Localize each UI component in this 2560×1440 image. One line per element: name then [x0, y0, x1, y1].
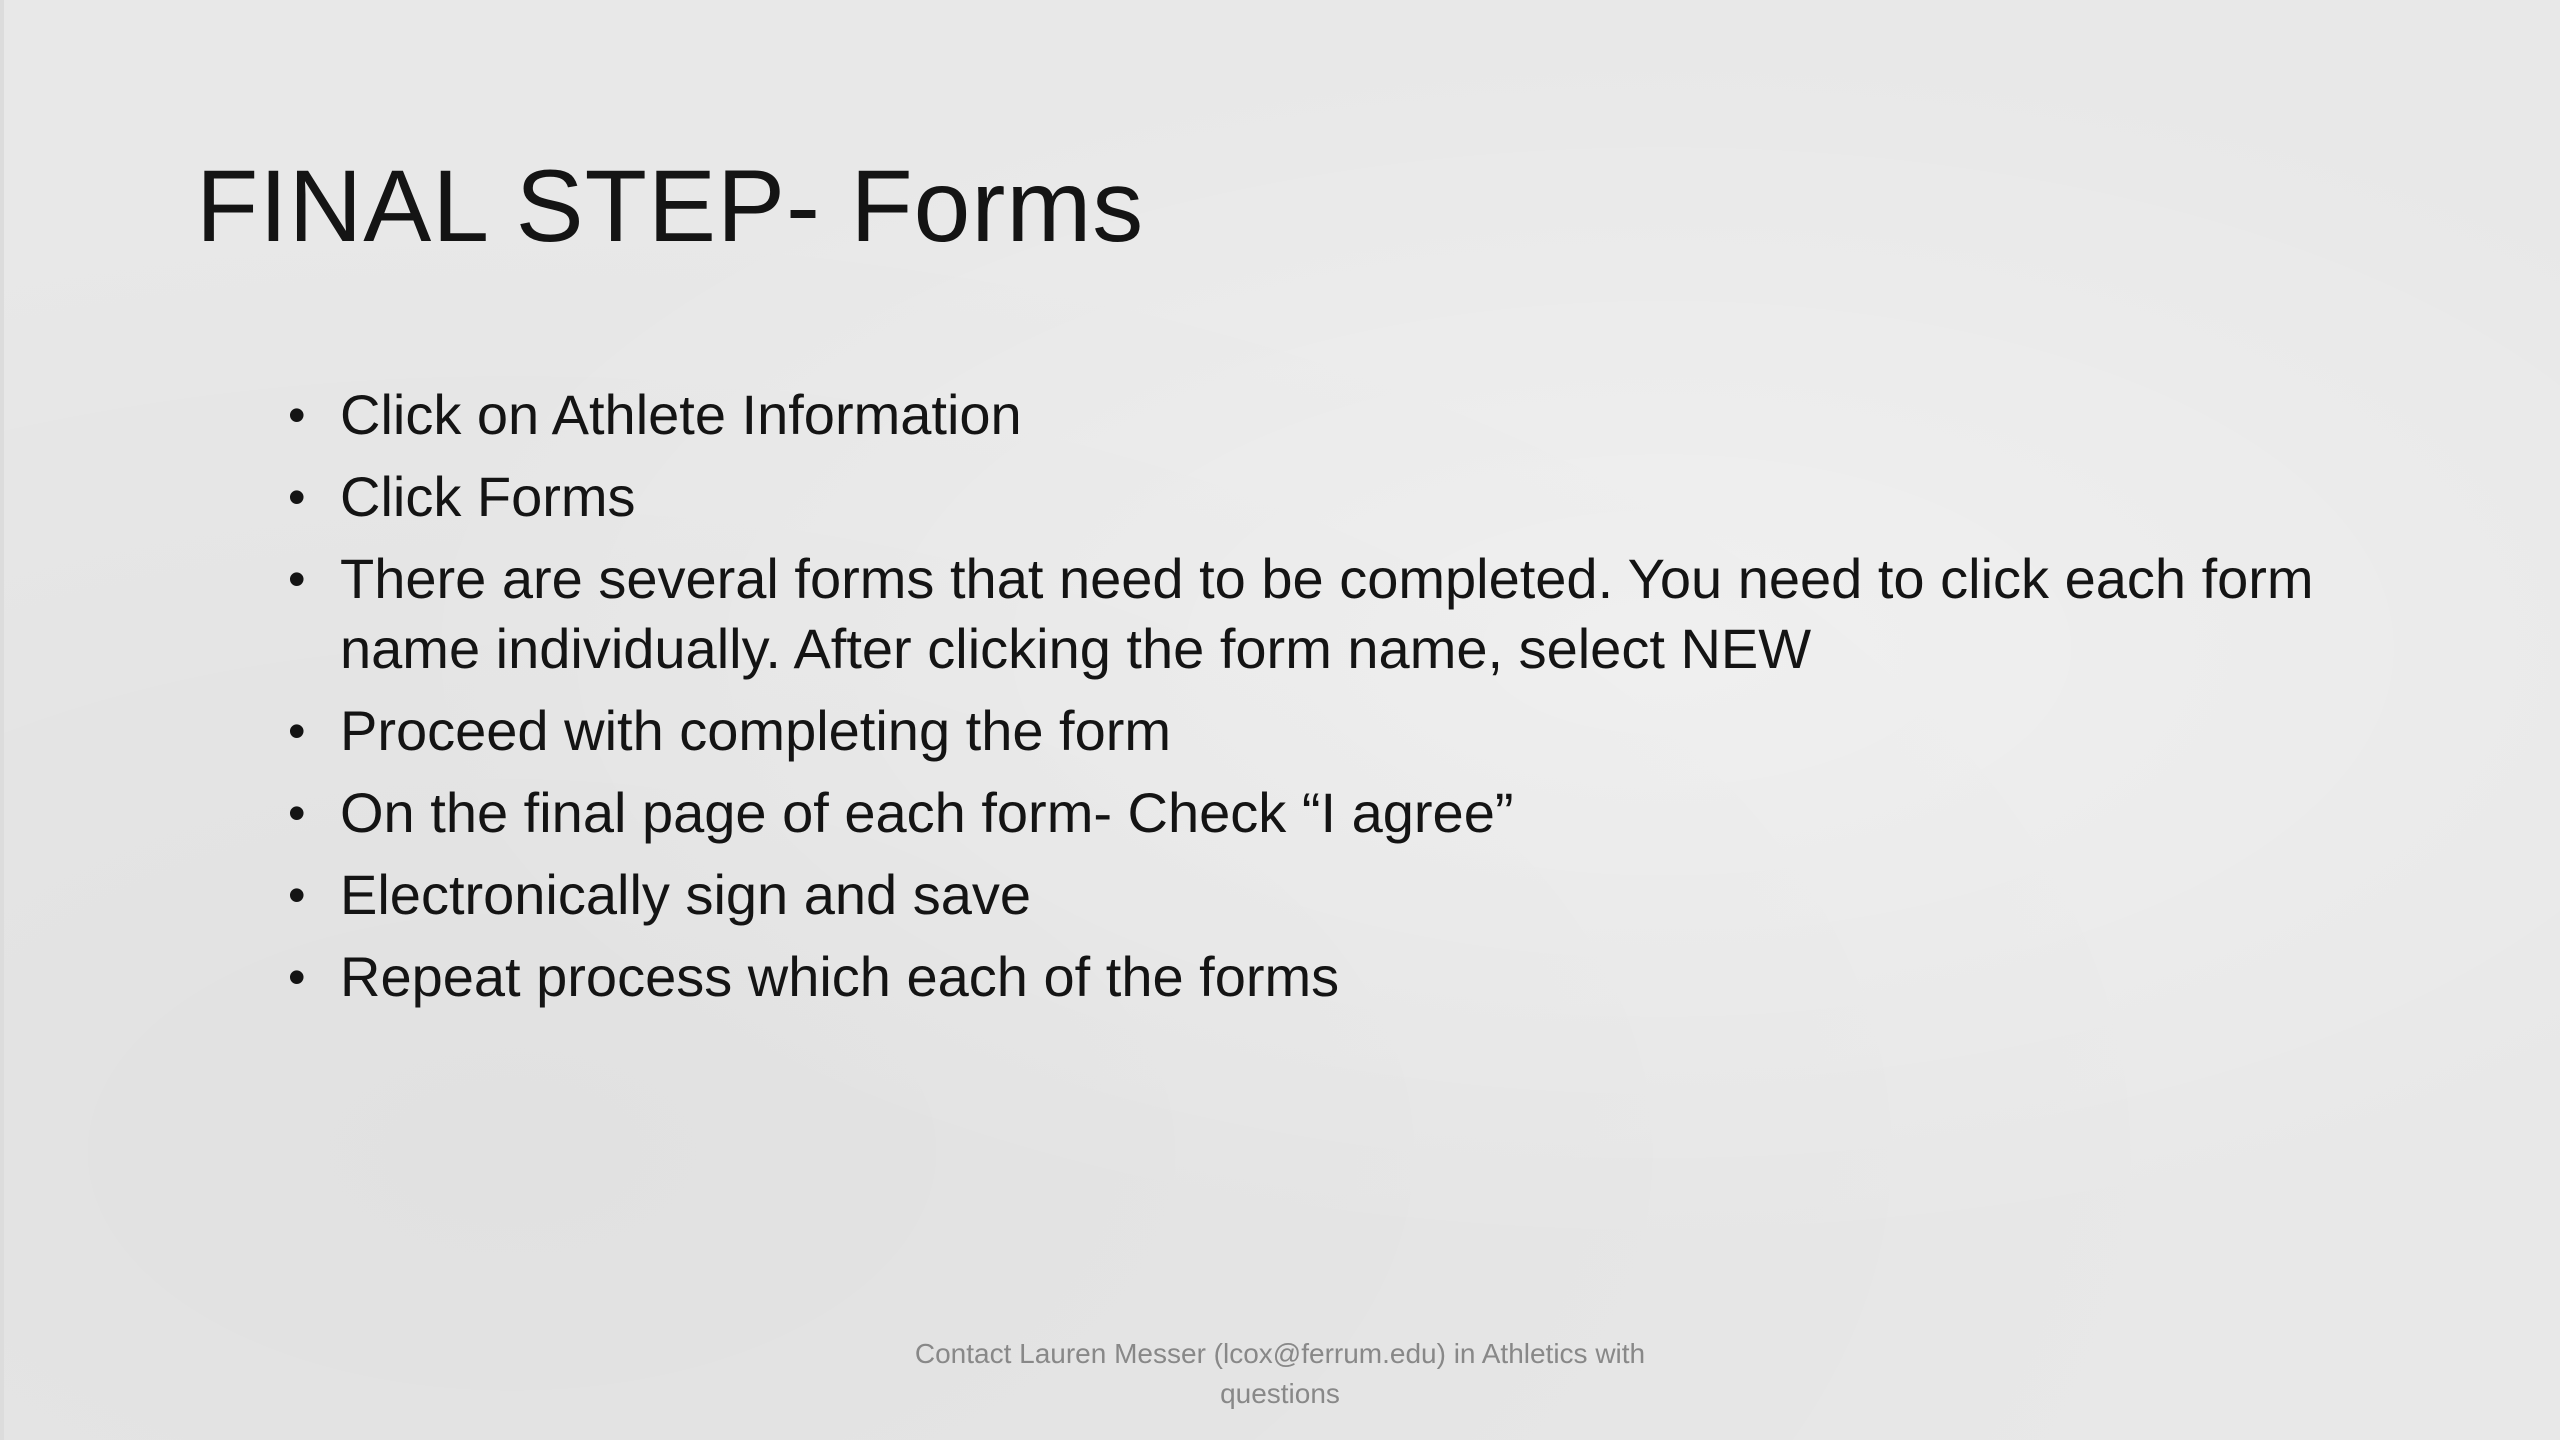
bullet-text: There are several forms that need to be completed. You need to click each form name individually. After clicking the form name, select NEW	[340, 547, 2314, 680]
slide-footer	[880, 1334, 1680, 1414]
bullet-text: Repeat process which each of the forms	[340, 945, 1340, 1008]
bullet-icon: •	[288, 703, 306, 759]
slide-left-edge	[0, 0, 4, 1440]
bullet-item-several-forms	[288, 544, 2348, 684]
bullet-icon: •	[288, 867, 306, 923]
bullet-text: Click Forms	[340, 465, 636, 528]
bullet-icon: •	[288, 387, 306, 443]
bullet-text: Click on Athlete Information	[340, 383, 1022, 446]
bullet-icon: •	[288, 469, 306, 525]
bullet-icon: •	[288, 551, 306, 607]
bullet-item-repeat	[288, 942, 2348, 1012]
bullet-text: Proceed with completing the form	[340, 699, 1172, 762]
bullet-icon: •	[288, 785, 306, 841]
slide-title: FINAL STEP- Forms	[196, 149, 1145, 263]
bullet-text: On the final page of each form- Check “I agree”	[340, 781, 1514, 844]
bullet-item-athlete-information	[288, 380, 2348, 450]
bullet-list	[288, 380, 2348, 1024]
bullet-item-i-agree	[288, 778, 2348, 848]
bullet-item-proceed	[288, 696, 2348, 766]
bullet-item-sign-and-save	[288, 860, 2348, 930]
bullet-text: Electronically sign and save	[340, 863, 1032, 926]
footer-line-1: Contact Lauren Messer (lcox@ferrum.edu) in Athletics with	[914, 1338, 1646, 1369]
bullet-icon: •	[288, 949, 306, 1005]
bullet-item-click-forms	[288, 462, 2348, 532]
footer-line-2: questions	[1220, 1378, 1340, 1409]
